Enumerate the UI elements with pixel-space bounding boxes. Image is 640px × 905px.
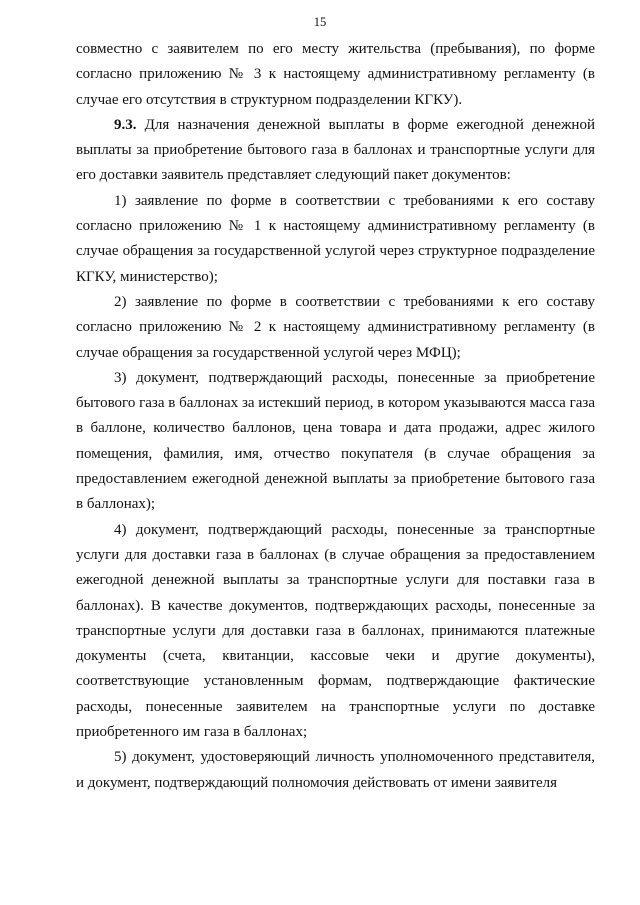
list-item-4: 4) документ, подтверждающий расходы, понесенные за транспортные услуги для доставки газа в баллонах (в случае обращения за предоставлением ежегодной денежной выплаты за транспортные услуги для поставки газа в баллонах). В качестве документов, подтверждающих расходы, понесенные за транспортные услуги для доставки газа в баллонах, принимаются платежные документы (счета, квитанции, кассовые чеки и другие документы), соответствующие установленным формам, подтверждающие фактические расходы, понесенные заявителем на транспортные услуги по доставке приобретенного им газа в баллонах;: [76, 521, 595, 741]
section-number: 9.3.: [114, 116, 137, 133]
paragraph-9-3: [76, 113, 595, 189]
list-item-2: 2) заявление по форме в соответствии с требованиями к его составу согласно приложению № 2 к настоящему административному регламенту (в случае обращения за государственной услугой через МФЦ);: [76, 293, 595, 361]
list-item-1: 1) заявление по форме в соответствии с требованиями к его составу согласно приложению № 1 к настоящему административному регламенту (в случае обращения за государственной услугой через структурное подразделение КГКУ, министерство);: [76, 192, 595, 285]
page-number: 15: [313, 15, 327, 29]
document-body: [76, 37, 595, 796]
list-item-5: 5) документ, удостоверяющий личность уполномоченного представителя, и документ, подтверждающий полномочия действовать от имени заявителя: [76, 749, 595, 791]
paragraph-continuation: совместно с заявителем по его месту жительства (пребывания), по форме согласно приложению № 3 к настоящему административному регламенту (в случае его отсутствия в структурном подразделении КГКУ).: [76, 41, 595, 108]
list-item-3: 3) документ, подтверждающий расходы, понесенные за приобретение бытового газа в баллонах за истекший период, в котором указываются масса газа в баллоне, количество баллонов, цена товара и дата продажи, адрес жилого помещения, фамилия, имя, отчество покупателя (в случае обращения за предоставлением ежегодной денежной выплаты за приобретение бытового газа в баллонах);: [76, 369, 595, 513]
paragraph-9-3-text: Для назначения денежной выплаты в форме ежегодной денежной выплаты за приобретение бытового газа в баллонах и транспортные услуги для его доставки заявитель представляет следующий пакет документов:: [76, 116, 595, 184]
